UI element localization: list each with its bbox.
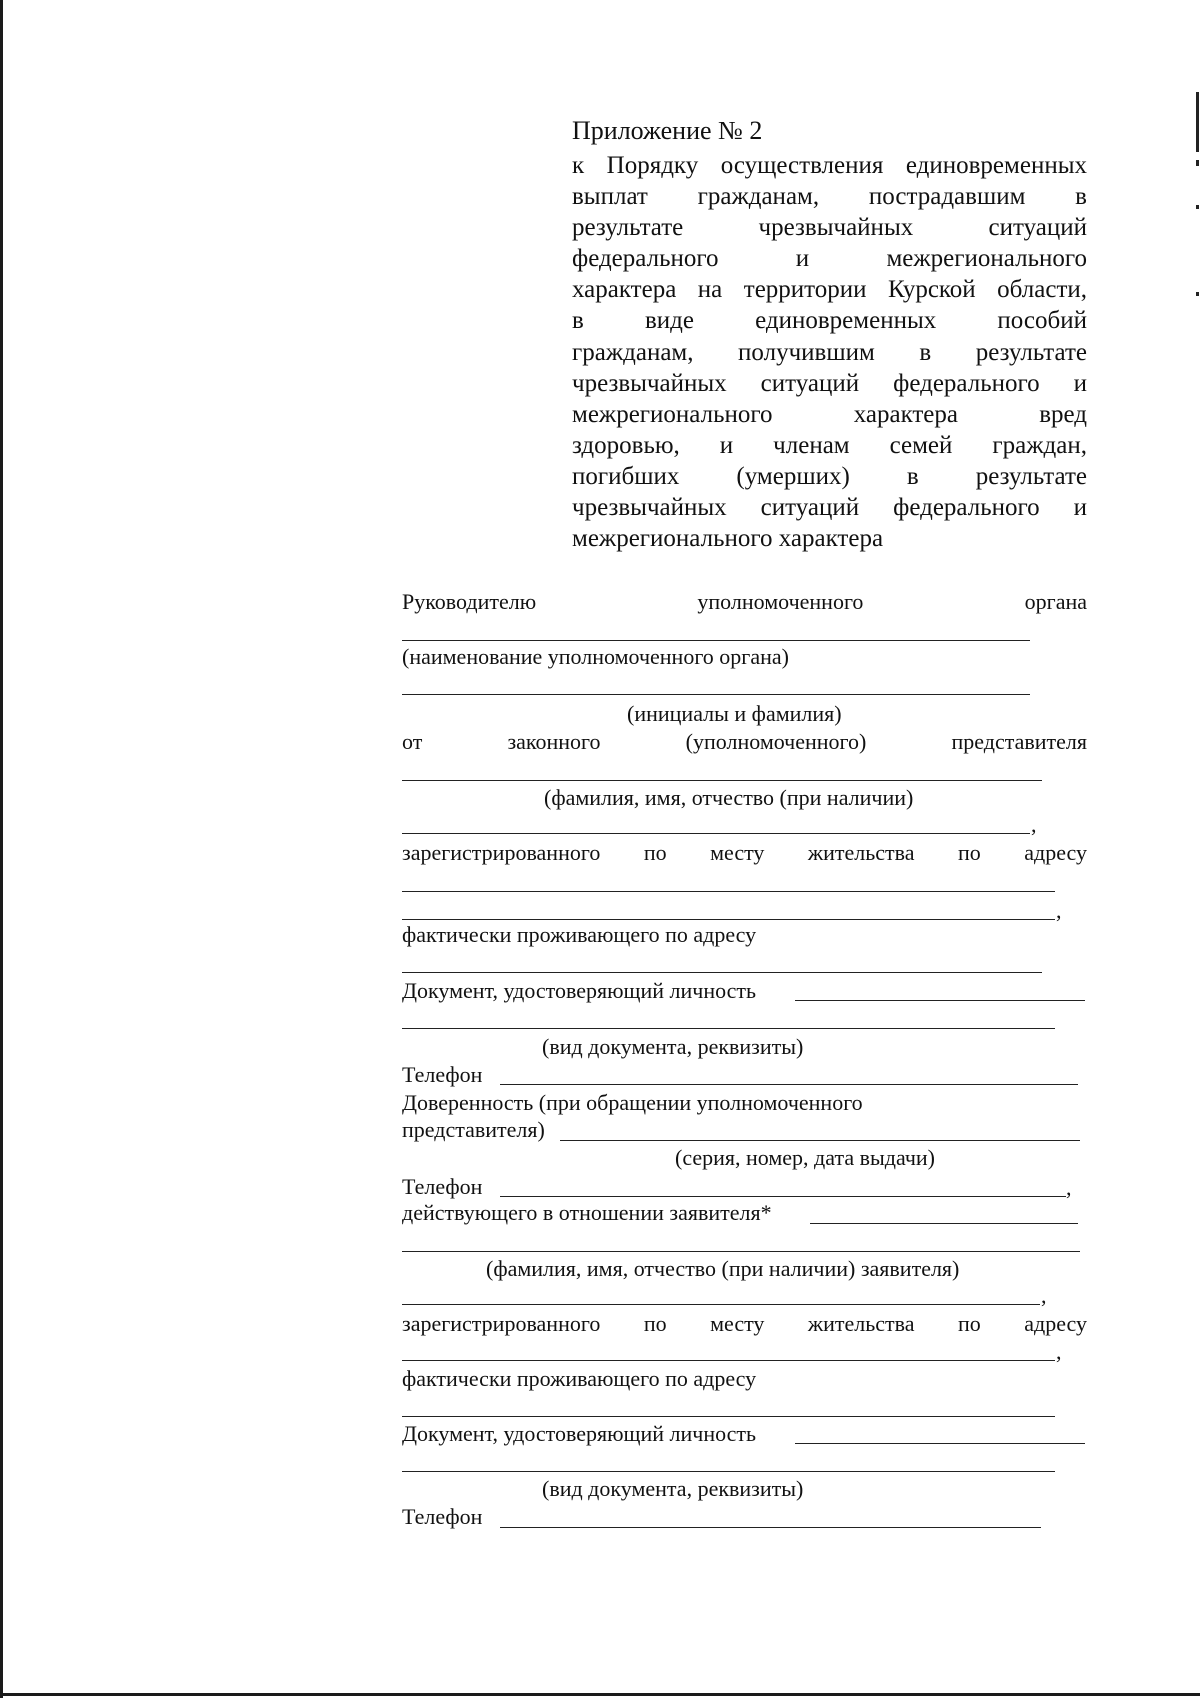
appendix-line: федерального и межрегионального — [572, 245, 1087, 273]
representative-name-blank-2[interactable] — [402, 833, 1030, 834]
appendix-line: погибших (умерших) в результате — [572, 462, 1087, 490]
applicant-name-blank-3[interactable] — [402, 1304, 1040, 1305]
caption-poa: (серия, номер, дата выдачи) — [675, 1145, 936, 1170]
registered-word: адресу — [1024, 840, 1087, 865]
caption-authority: (наименование уполномоченного органа) — [402, 644, 789, 669]
caption-fio: (фамилия, имя, отчество (при наличии) — [544, 785, 914, 810]
phone-blank[interactable] — [500, 1196, 1066, 1197]
poa-label-2: представителя) — [402, 1117, 545, 1142]
appendix-title: Приложение № 2 — [572, 116, 763, 145]
appendix-line: в виде единовременных пособий — [572, 307, 1087, 335]
identity-doc-label: Документ, удостоверяющий личность — [402, 1421, 757, 1446]
comma: , — [1031, 812, 1037, 837]
caption-doc: (вид документа, реквизиты) — [542, 1034, 804, 1059]
from-word: представителя — [951, 729, 1087, 754]
registered-word: адресу — [1024, 1311, 1087, 1336]
scan-edge-mark — [1196, 205, 1199, 209]
identity-doc-label: Документ, удостоверяющий личность — [402, 978, 757, 1003]
appendix-line: здоровью, и членам семей граждан, — [572, 431, 1087, 459]
registered-word: по — [643, 1311, 667, 1336]
acting-for-label: действующего в отношении заявителя* — [402, 1200, 772, 1225]
registered-word: месту — [710, 1311, 765, 1336]
appendix-line: характера на территории Курской области, — [572, 276, 1087, 304]
comma: , — [1066, 1175, 1072, 1200]
registered-word: зарегистрированного — [402, 1311, 601, 1336]
actual-address-label: фактически проживающего по адресу — [402, 922, 757, 947]
applicant-registration-blank[interactable] — [402, 1360, 1055, 1361]
applicant-actual-address-blank[interactable] — [402, 1416, 1055, 1417]
appendix-line: межрегионального характера вред — [572, 400, 1087, 428]
from-row — [402, 729, 1087, 755]
poa-blank[interactable] — [560, 1140, 1080, 1141]
appendix-line: межрегионального характера — [572, 525, 884, 553]
appendix-line: чрезвычайных ситуаций федерального и — [572, 369, 1087, 397]
from-word: от — [402, 729, 423, 754]
appendix-text — [572, 150, 1087, 554]
head-initials-blank[interactable] — [402, 694, 1030, 695]
identity-doc-blank[interactable] — [795, 1000, 1085, 1001]
appendix-line: выплат гражданам, пострадавшим в — [572, 183, 1087, 211]
authority-name-blank[interactable] — [402, 640, 1030, 641]
registered-word: по — [957, 1311, 981, 1336]
phone-label: Телефон — [402, 1062, 483, 1087]
scan-border-bottom — [0, 1693, 1200, 1696]
registered-row — [402, 840, 1087, 866]
poa-label: Доверенность (при обращении уполномоченного — [402, 1090, 863, 1115]
applicant-name-blank-2[interactable] — [402, 1251, 1080, 1252]
registered-word: зарегистрированного — [402, 840, 601, 865]
appendix-line: чрезвычайных ситуаций федерального и — [572, 494, 1087, 522]
appendix-line: к Порядку осуществления единовременных — [572, 152, 1087, 179]
comma: , — [1056, 1339, 1062, 1364]
scan-edge-mark — [1196, 160, 1199, 166]
comma: , — [1041, 1283, 1047, 1308]
actual-address-label: фактически проживающего по адресу — [402, 1366, 757, 1391]
comma: , — [1056, 898, 1062, 923]
appendix-line: гражданам, получившим в результате — [572, 338, 1087, 366]
representative-name-blank[interactable] — [402, 780, 1042, 781]
caption-initials: (инициалы и фамилия) — [627, 701, 842, 726]
registered-word: жительства — [807, 1311, 915, 1336]
phone-label: Телефон — [402, 1504, 483, 1529]
addressee-word: уполномоченного — [697, 589, 864, 614]
phone-blank[interactable] — [500, 1084, 1078, 1085]
caption-doc: (вид документа, реквизиты) — [542, 1476, 804, 1501]
scan-edge-mark — [1196, 292, 1199, 296]
actual-address-blank[interactable] — [402, 972, 1042, 973]
registration-address-blank-2[interactable] — [402, 919, 1055, 920]
scan-edge-mark — [1196, 92, 1199, 152]
registered-word: жительства — [807, 840, 915, 865]
appendix-line: результате чрезвычайных ситуаций — [572, 214, 1087, 242]
from-word: законного — [507, 729, 601, 754]
registered-row — [402, 1311, 1087, 1337]
registration-address-blank[interactable] — [402, 891, 1055, 892]
registered-word: по — [643, 840, 667, 865]
registered-word: по — [957, 840, 981, 865]
applicant-identity-doc-blank-2[interactable] — [402, 1471, 1055, 1472]
applicant-identity-doc-blank[interactable] — [795, 1443, 1085, 1444]
registered-word: месту — [710, 840, 765, 865]
applicant-phone-blank[interactable] — [500, 1527, 1041, 1528]
addressee-word: Руководителю — [402, 589, 537, 614]
from-word: (уполномоченного) — [685, 729, 867, 754]
phone-label: Телефон — [402, 1174, 483, 1199]
addressee-word: органа — [1024, 589, 1087, 614]
addressee-row — [402, 589, 1087, 615]
scan-border-left — [0, 0, 3, 1698]
applicant-name-blank[interactable] — [810, 1223, 1078, 1224]
caption-applicant-fio: (фамилия, имя, отчество (при наличии) заявителя) — [486, 1256, 960, 1281]
identity-doc-blank-2[interactable] — [402, 1028, 1055, 1029]
